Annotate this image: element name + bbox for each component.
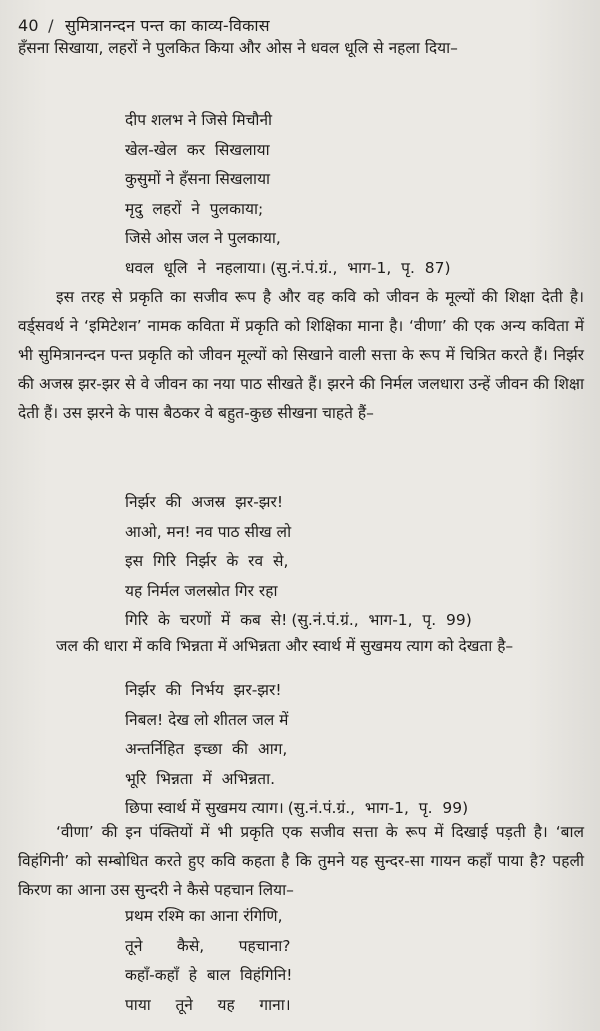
citation: (सु.नं.पं.ग्रं., भाग-1, पृ. 87) [270,258,451,277]
poem-block-1 [125,106,451,283]
poem-block-4 [125,902,293,1020]
poem-line: खेल-खेल कर सिखलाया [125,140,270,159]
poem-line: गिरि के चरणों में कब से! [125,611,288,629]
running-header [18,14,270,36]
poem-line: पाया तूने यह गाना। [125,995,291,1014]
citation: (सु.नं.पं.ग्रं., भाग-1, पृ. 99) [291,611,472,629]
poem-line: निबल! देख लो शीतल जल में [125,710,289,729]
poem-line: अन्तर्निहित इच्छा की आग, [125,740,288,758]
poem-line: कुसुमों ने हँसना सिखलाया [125,170,271,188]
poem-line: छिपा स्वार्थ में सुखमय त्याग। [125,799,284,817]
paragraph-4: ‘वीणा’ की इन पंक्तियों में भी प्रकृति एक सजीव सत्ता के रूप में दिखाई पड़ती है। ‘बाल विहंगिनी’ को सम्बोधित करते हुए कवि कहता है कि तुमने यह सुन्दर-सा गायन कहाँ पाया है? पहली किरण का आना उस सुन्दरी ने कैसे पहचान लिया– [18,823,584,899]
poem-line: यह निर्मल जलस्रोत गिर रहा [125,581,278,600]
poem-line: कहाँ-कहाँ हे बाल विहंगिनि! [125,966,293,984]
paragraph-3: जल की धारा में कवि भिन्नता में अभिन्नता और स्वार्थ में सुखमय त्याग को देखता है– [56,637,514,655]
poem-line: आओ, मन! नव पाठ सीख लो [125,522,292,541]
poem-line: निर्झर की अजस्र झर-झर! [125,493,284,511]
header-separator: / [48,16,54,35]
page-number: 40 [18,16,39,35]
book-title: सुमित्रानन्दन पन्त का काव्य-विकास [64,16,270,35]
poem-line: भूरि भिन्नता में अभिन्नता. [125,769,276,788]
poem-line: दीप शलभ ने जिसे मिचौनी [125,111,273,129]
paragraph-1: हँसना सिखाया, लहरों ने पुलकित किया और ओस ने धवल धूलि से नहला दिया– [18,39,458,57]
poem-block-3 [125,676,468,824]
poem-line: मृदु लहरों ने पुलकाया; [125,199,264,218]
paragraph-2: इस तरह से प्रकृति का सजीव रूप है और वह कवि को जीवन के मूल्यों की शिक्षा देती है। वर्ड्सवर्थ ने ‘इमिटेशन’ नामक कविता में प्रकृति को शिक्षिका माना है। ‘वीणा’ की एक अन्य कविता में भी सुमित्रानन्दन पन्त प्रकृति को जीवन मूल्यों को सिखाने वाली सत्ता के रूप में चित्रित करते हैं। निर्झर की अजस्र झर-झर से वे जीवन का नया पाठ सीखते हैं। झरने की निर्मल जलधारा उन्हें जीवन की शिक्षा देती हैं। उस झरने के पास बैठकर वे बहुत-कुछ सीखना चाहते हैं– [18,288,584,422]
citation: (सु.नं.पं.ग्रं., भाग-1, पृ. 99) [287,799,469,817]
poem-block-2 [125,488,472,636]
poem-line: इस गिरि निर्झर के रव से, [125,552,289,570]
poem-line: धवल धूलि ने नहलाया। [125,258,267,277]
poem-line: प्रथम रश्मि का आना रंगिणि, [125,907,283,925]
poem-line: निर्झर की निर्भय झर-झर! [125,681,282,699]
poem-line: जिसे ओस जल ने पुलकाया, [125,229,281,247]
poem-line: तूने कैसे, पहचाना? [125,936,291,955]
